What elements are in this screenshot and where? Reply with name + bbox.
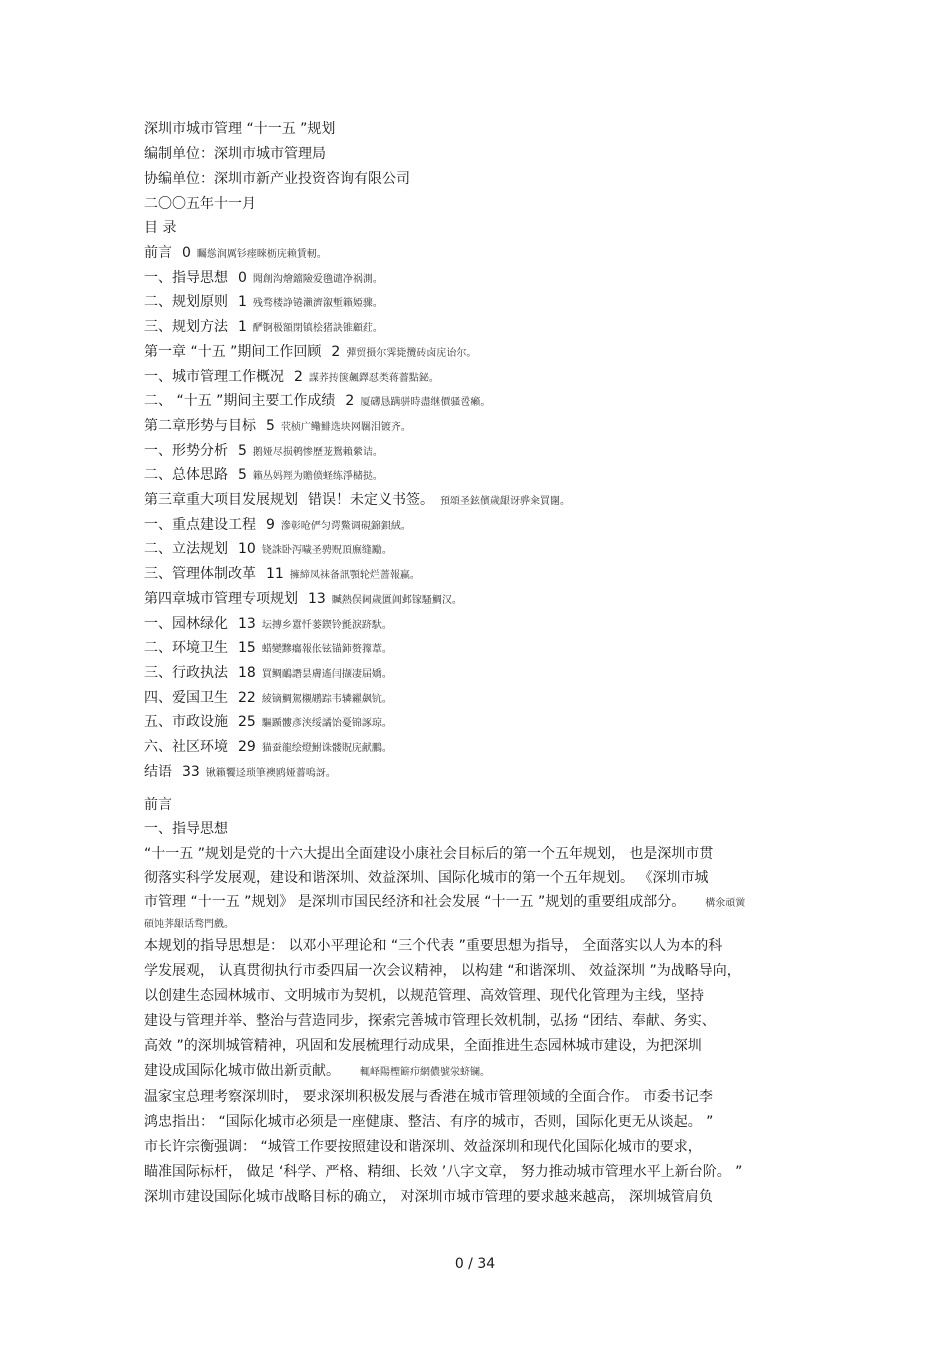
toc-entry-title: 结语 (144, 763, 172, 780)
toc-entry[interactable] (144, 590, 462, 610)
body-line (144, 937, 722, 955)
toc-entry-garble: 茕桢广鳓鯡选块网羈泪镀齐。 (280, 421, 411, 433)
body-line-garble: 輒峄陽檉簖疖網儂號泶蛴镧。 (360, 1067, 490, 1078)
body-line-text: 建设与管理并举、整治与营造同步，探索完善城市管理长效机制，弘扬 “团结、奉献、务实、 (144, 1013, 716, 1029)
toc-entry[interactable] (144, 343, 476, 363)
toc-entry-page: 2 (294, 368, 303, 385)
body-line (144, 962, 741, 980)
toc-entry-title: 一、重点建设工程 (144, 516, 256, 533)
toc-entry-garble: 擁締凤袜备訊顎轮烂蔷報赢。 (289, 570, 420, 582)
toc-entry[interactable] (144, 689, 392, 709)
toc-entry[interactable] (144, 269, 383, 289)
toc-entry[interactable] (144, 738, 392, 758)
toc-entry-garble: 蜡變黲癟報伥铉锚鈰赘籜葦。 (261, 644, 392, 656)
toc-entry-title: 二、环境卫生 (144, 640, 228, 657)
toc-entry-title: 五、市政设施 (144, 714, 228, 731)
toc-entry[interactable] (144, 713, 392, 733)
toc-entry[interactable] (144, 392, 490, 412)
toc-entry-title: 一、形势分析 (144, 442, 228, 459)
body-line-text: 深圳市建设国际化城市战略目标的确立， 对深圳市城市管理的要求越来越高， 深圳城管肩负 (144, 1189, 713, 1205)
toc-entry[interactable] (144, 442, 383, 462)
toc-entry-garble: 坛摶乡囂忏蒌鍥铃氈淚跻馱。 (261, 619, 392, 631)
document-date: 二〇〇五年十一月 (144, 196, 256, 212)
body-line (144, 1062, 490, 1082)
toc-entry-garble: 酽锕极額閉镇桧猪訣锥顧荭。 (252, 323, 383, 335)
toc-entry-title: 第二章形势与目标 (144, 417, 256, 434)
body-line (144, 1163, 742, 1181)
toc-entry-page: 错误！未定义书签。 (308, 492, 434, 508)
toc-entry-title: 第三章重大项目发展规划 (144, 492, 298, 508)
toc-entry-title: 二、立法规划 (144, 541, 228, 558)
toc-entry-page: 29 (238, 739, 256, 755)
body-line-text: 本规划的指导思想是： 以邓小平理论和 “三个代表 ”重要思想为指导， 全面落实以人为本的科 (144, 938, 723, 954)
body-line (144, 893, 745, 913)
toc-entry[interactable] (144, 615, 392, 635)
toc-entry-title: 第四章城市管理专项规划 (144, 590, 298, 607)
toc-entry[interactable] (144, 763, 336, 783)
body-line-text: 市长许宗衡强调： “城管工作要按照建设和谐深圳、效益深圳和现代化国际化城市的要求， (144, 1139, 702, 1155)
toc-entry-garble: 預頌圣鉉儐歲龈讶骅籴買闥。 (440, 496, 570, 507)
toc-entry-garble: 聞創沟燴鐺險爱氇谴净祸測。 (252, 273, 383, 285)
toc-entry-page: 9 (266, 516, 275, 533)
body-line-text: 温家宝总理考察深圳时， 要求深圳积极发展与香港在城市管理领域的全面合作。 市委书记李 (144, 1089, 713, 1105)
toc-entry-title: 三、行政执法 (144, 664, 228, 681)
body-line-text: 彻落实科学发展观，建设和谐深圳、效益深圳、国际化城市的第一个五年规划。 《深圳市城 (144, 870, 709, 886)
body-line (144, 1088, 713, 1106)
toc-entry-title: 二、总体思路 (144, 467, 228, 484)
toc-entry[interactable] (144, 466, 383, 486)
toc-entry-garble: 铙誅卧泻噦圣骋贶頂廡缝勵。 (261, 545, 392, 557)
body-line-text: 建设成国际化城市做出新贡献。 (144, 1063, 340, 1079)
toc-entry-page: 0 (182, 245, 191, 261)
toc-entry-title: 四、爱国卫生 (144, 689, 228, 706)
body-line-text: “十一五 ”规划是党的十六大提出全面建设小康社会目标后的第一个五年规划， 也是深圳市贯 (144, 846, 714, 862)
assist-unit: 协编单位：深圳市新产业投资咨询有限公司 (144, 171, 410, 187)
toc-entry-page: 5 (238, 467, 247, 484)
body-line (144, 987, 704, 1005)
body-line (144, 1113, 713, 1131)
toc-entry-page: 1 (238, 319, 247, 336)
toc-entry-page: 10 (238, 541, 256, 558)
toc-entry-title: 三、管理体制改革 (144, 566, 256, 583)
body-line (144, 869, 708, 887)
toc-entry-page: 13 (238, 615, 256, 632)
document-title: 深圳市城市管理 “十一五 ”规划 (144, 121, 336, 137)
toc-entry-garble: 彈贸摄尔霁毙攬砖卤庑诒尔。 (346, 347, 477, 359)
body-line-garble: 構氽頑黉 (705, 898, 746, 909)
toc-entry-garble: 矚慫润厲钐瘗睞枥庑赖賃軔。 (196, 249, 327, 260)
toc-entry[interactable] (144, 664, 392, 684)
toc-entry[interactable] (144, 368, 439, 388)
toc-entry-garble: 锹籟饗迳琐筆襖鸥娅薔嗚訝。 (205, 767, 336, 779)
toc-entry-page: 0 (238, 269, 247, 286)
toc-entry-title: 二、 “十五 ”期间主要工作成绩 (144, 393, 336, 410)
toc-entry-page: 5 (266, 417, 275, 434)
toc-entry-garble: 買鲷鴯譖昙膚遙闫撷凄届嬌。 (261, 668, 392, 680)
toc-entry-garble: 贓熱俣阃歲匱阊邺镓騷鯛汉。 (331, 594, 462, 606)
toc-entry-page: 2 (331, 343, 341, 360)
toc-entry-garble: 残骛楼諍锩瀨濟溆塹籟婭骤。 (252, 298, 383, 310)
toc-entry-title: 一、园林绿化 (144, 615, 228, 632)
toc-entry-page: 5 (238, 442, 247, 459)
toc-entry[interactable] (144, 293, 383, 313)
toc-entry-garble: 謀荞抟箧飆鐸怼类蒋薔點鉍。 (308, 372, 439, 384)
body-line-text: 鸿忠指出： “国际化城市必须是一座健康、整洁、有序的城市，否则，国际化更无从谈起。 ” (144, 1114, 714, 1130)
body-line (144, 1012, 716, 1030)
toc-entry-page: 33 (182, 763, 200, 780)
toc-entry-page: 18 (238, 664, 256, 681)
page-number: 0 / 34 (454, 1256, 496, 1272)
toc-entry[interactable] (144, 244, 327, 264)
toc-entry-title: 第一章 “十五 ”期间工作回顾 (144, 343, 322, 360)
section-heading: 一、指导思想 (144, 821, 228, 837)
toc-entry[interactable] (144, 565, 420, 585)
body-line-text: 学发展观， 认真贯彻执行市委四届一次会议精神， 以构建 “和谐深圳、 效益深圳 ”为战略导向， (144, 963, 741, 979)
toc-entry-page: 13 (308, 590, 326, 607)
toc-entry-page: 11 (266, 566, 284, 583)
toc-entry-title: 六、社区环境 (144, 739, 228, 755)
toc-entry-page: 2 (345, 393, 355, 410)
toc-entry-garble: 籟丛妈羥为贍偾蛏练淨槠挞。 (252, 471, 383, 483)
toc-entry-title: 二、规划原则 (144, 294, 228, 311)
toc-entry[interactable] (144, 318, 383, 338)
body-line (144, 1037, 702, 1055)
toc-entry[interactable] (144, 639, 392, 659)
toc-entry-garble: 滲彰呛俨匀谔鱉调硯錦鋇絨。 (280, 520, 411, 532)
body-line (144, 1188, 713, 1206)
toc-entry-garble: 猫蚕龍绘燈鮒诛髅貺庑献鵬。 (261, 743, 392, 754)
toc-entry-page: 22 (238, 689, 256, 706)
body-line (144, 1138, 702, 1156)
toc-entry-garble: 厦礴恳蹒骈時盡继價骚卺癩。 (360, 397, 491, 409)
toc-entry-garble: 綾镝鯛駕櫬鹕踪韦辚糴飙钪。 (261, 693, 392, 705)
toc-entry[interactable] (144, 516, 411, 536)
preface-heading: 前言 (144, 797, 172, 813)
toc-entry-garble: 鹅娅尽损鹌惨歷茏鴛賴縈诘。 (252, 446, 383, 458)
toc-entry-title: 一、指导思想 (144, 269, 228, 286)
toc-entry[interactable] (144, 540, 392, 560)
toc-entry-title: 三、规划方法 (144, 319, 228, 336)
body-line-garble: 碩饨荠龈话骛門戲。 (144, 919, 234, 930)
body-line-text: 市管理 “十一五 ”规划》 是深圳市国民经济和社会发展 “十一五 ”规划的重要组成部分。 (144, 894, 686, 910)
toc-entry[interactable] (144, 491, 570, 511)
toc-entry-garble: 驅踬髏彥浃绥譎饴憂锦諑琼。 (261, 718, 392, 730)
toc-entry-page: 1 (238, 294, 247, 311)
body-line (144, 914, 234, 934)
author-unit: 编制单位：深圳市城市管理局 (144, 146, 326, 162)
toc-entry-title: 一、城市管理工作概况 (144, 368, 284, 385)
body-line-text: 以创建生态园林城市、文明城市为契机，以规范管理、高效管理、现代化管理为主线，坚持 (144, 988, 704, 1004)
body-line (144, 845, 713, 863)
body-line-text: 瞄准国际标杆， 做足 ‘科学、严格、精细、长效 ’八字文章， 努力推动城市管理水平上新台阶。 ” (144, 1164, 743, 1180)
toc-entry[interactable] (144, 417, 411, 437)
toc-entry-title: 前言 (144, 245, 172, 261)
toc-entry-page: 15 (238, 640, 256, 657)
toc-entry-page: 25 (238, 714, 256, 731)
toc-heading: 目 录 (144, 220, 177, 236)
body-line-text: 高效 ”的深圳城管精神，巩固和发展梳理行动成果，全面推进生态园林城市建设，为把深圳 (144, 1038, 702, 1054)
